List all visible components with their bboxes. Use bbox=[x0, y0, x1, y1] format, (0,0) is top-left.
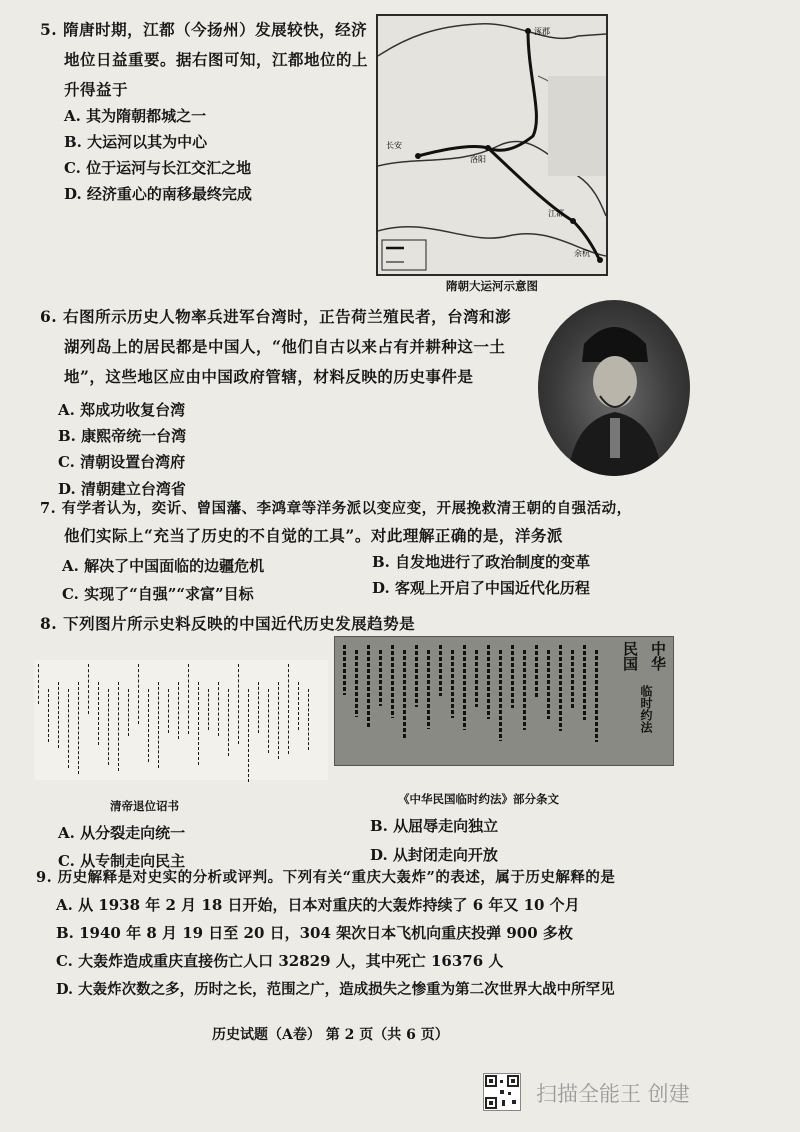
q7-option-d: D. 客观上开启了中国近代化历程 bbox=[372, 579, 590, 597]
grand-canal-map bbox=[376, 14, 608, 276]
q5-stem-line1: 5. 隋唐时期，江都（今扬州）发展较快，经济 bbox=[40, 20, 368, 39]
q8-option-d: D. 从封闭走向开放 bbox=[370, 846, 498, 864]
edict-text-column bbox=[288, 664, 291, 754]
edict-text-column bbox=[58, 682, 61, 748]
q9-option-a: A. 从 1938 年 2 月 18 日开始，日本对重庆的大轰炸持续了 6 年又 10 个月 bbox=[56, 896, 580, 914]
edict-text-column bbox=[38, 664, 41, 704]
q9-option-c: C. 大轰炸造成重庆直接伤亡人口 32829 人，其中死亡 16376 人 bbox=[56, 952, 504, 970]
constitution-caption: 《中华民国临时约法》部分条文 bbox=[398, 792, 559, 806]
constitution-text-column bbox=[571, 650, 574, 708]
constitution-text-column bbox=[403, 650, 406, 740]
q5-option-d: D. 经济重心的南移最终完成 bbox=[64, 185, 252, 203]
constitution-text-column bbox=[355, 650, 358, 717]
constitution-text-column bbox=[487, 645, 490, 719]
page-footer: 历史试题（A卷） 第 2 页（共 6 页） bbox=[212, 1027, 449, 1043]
edict-text-column bbox=[138, 664, 141, 724]
constitution-text-column bbox=[439, 645, 442, 696]
q5-option-c: C. 位于运河与长江交汇之地 bbox=[64, 159, 252, 177]
constitution-text-column bbox=[523, 650, 526, 730]
edict-text-column bbox=[168, 689, 171, 733]
constitution-text-column bbox=[595, 650, 598, 742]
edict-text-column bbox=[258, 682, 261, 733]
edict-text-column bbox=[248, 689, 251, 782]
edict-text-column bbox=[238, 664, 241, 744]
constitution-text-column bbox=[499, 650, 502, 741]
map-drawing bbox=[378, 16, 606, 274]
q9-option-b: B. 1940 年 8 月 19 日至 20 日，304 架次日本飞机向重庆投弹 900 多枚 bbox=[56, 924, 573, 942]
edict-text-column bbox=[228, 689, 231, 756]
q6-stem-line1: 6. 右图所示历史人物率兵进军台湾时，正告荷兰殖民者，台湾和澎 bbox=[40, 307, 512, 326]
map-label-yuhang: 余杭 bbox=[574, 249, 590, 258]
edict-text-column bbox=[208, 689, 211, 730]
edict-text-column bbox=[78, 682, 81, 774]
edict-text-column bbox=[118, 682, 121, 771]
constitution-text-column bbox=[463, 645, 466, 730]
q5-option-b: B. 大运河以其为中心 bbox=[64, 133, 208, 151]
q8-option-b: B. 从屈辱走向独立 bbox=[370, 817, 499, 835]
constitution-text-column bbox=[535, 645, 538, 697]
provisional-constitution-image bbox=[334, 636, 674, 766]
portrait-figure bbox=[538, 300, 690, 476]
edict-text-column bbox=[128, 689, 131, 736]
constitution-title-1: 中华 bbox=[649, 641, 667, 671]
constitution-text-column bbox=[415, 645, 418, 707]
constitution-title-2: 民国 bbox=[621, 641, 639, 671]
q5-option-a: A. 其为隋朝都城之一 bbox=[64, 107, 207, 125]
edict-text-column bbox=[48, 689, 51, 742]
constitution-text-column bbox=[583, 645, 586, 720]
constitution-text-column bbox=[511, 645, 514, 708]
q6-option-c: C. 清朝设置台湾府 bbox=[58, 453, 186, 471]
scanner-watermark: 扫描全能王 创建 bbox=[536, 1082, 690, 1106]
edict-text-column bbox=[158, 682, 161, 768]
q6-option-d: D. 清朝建立台湾省 bbox=[58, 480, 186, 498]
q8-option-a: A. 从分裂走向统一 bbox=[58, 824, 186, 842]
q7-stem-line2: 他们实际上“充当了历史的不自觉的工具”。对此理解正确的是，洋务派 bbox=[64, 526, 563, 545]
q6-option-b: B. 康熙帝统一台湾 bbox=[58, 427, 187, 445]
q7-option-a: A. 解决了中国面临的边疆危机 bbox=[62, 557, 265, 575]
edict-text-column bbox=[268, 689, 271, 753]
edict-text-column bbox=[88, 664, 91, 714]
edict-text-column bbox=[198, 682, 201, 765]
constitution-text-column bbox=[367, 645, 370, 729]
edict-text-column bbox=[218, 682, 221, 736]
map-label-zhuojun: 涿郡 bbox=[534, 27, 550, 36]
edict-text-column bbox=[188, 664, 191, 734]
constitution-text-column bbox=[559, 645, 562, 731]
q5-stem-line3: 升得益于 bbox=[64, 80, 129, 99]
map-label-changan: 长安 bbox=[386, 141, 402, 150]
constitution-text-column bbox=[451, 650, 454, 718]
edict-text-column bbox=[278, 682, 281, 759]
constitution-text-column bbox=[475, 650, 478, 707]
q6-stem-line2: 湖列岛上的居民都是中国人，“他们自古以来占有并耕种这一土 bbox=[64, 337, 506, 356]
constitution-text-column bbox=[391, 645, 394, 718]
edict-text-column bbox=[178, 682, 181, 739]
map-caption: 隋朝大运河示意图 bbox=[446, 279, 538, 293]
q7-option-b: B. 自发地进行了政治制度的变革 bbox=[372, 553, 591, 571]
constitution-text-column bbox=[427, 650, 430, 729]
abdication-edict-caption: 清帝退位诏书 bbox=[110, 799, 179, 813]
map-label-luoyang: 洛阳 bbox=[470, 155, 486, 164]
constitution-text-column bbox=[343, 645, 346, 695]
q7-stem-line1: 7. 有学者认为，奕䜣、曾国藩、李鸿章等洋务派以变应变，开展挽救清王朝的自强活动， bbox=[40, 500, 632, 517]
abdication-edict-image bbox=[34, 660, 328, 780]
portrait-zheng-chenggong bbox=[538, 300, 690, 476]
q9-stem-line1: 9. 历史解释是对史实的分析或评判。下列有关“重庆大轰炸”的表述，属于历史解释的是 bbox=[36, 869, 616, 886]
q8-option-c: C. 从专制走向民主 bbox=[58, 852, 186, 870]
q5-stem-line2: 地位日益重要。据右图可知，江都地位的上 bbox=[64, 50, 369, 69]
q9-option-d: D. 大轰炸次数之多，历时之长，范围之广，造成损失之惨重为第二次世界大战中所罕见 bbox=[56, 981, 615, 998]
constitution-title-3: 临时约法 bbox=[639, 685, 653, 733]
constitution-text-column bbox=[547, 650, 550, 719]
q7-option-c: C. 实现了“自强”“求富”目标 bbox=[62, 585, 254, 603]
edict-text-column bbox=[148, 689, 151, 762]
q6-stem-line3: 地”，这些地区应由中国政府管辖，材料反映的历史事件是 bbox=[64, 367, 474, 386]
q8-stem-line1: 8. 下列图片所示史料反映的中国近代历史发展趋势是 bbox=[40, 614, 416, 633]
edict-text-column bbox=[298, 682, 301, 730]
map-label-jiangdu: 江都 bbox=[548, 209, 564, 218]
constitution-text-column bbox=[379, 650, 382, 706]
edict-text-column bbox=[68, 689, 71, 768]
q6-option-a: A. 郑成功收复台湾 bbox=[58, 401, 186, 419]
qr-code-icon bbox=[483, 1073, 521, 1111]
edict-text-column bbox=[98, 682, 101, 745]
edict-text-column bbox=[108, 689, 111, 765]
edict-text-column bbox=[308, 689, 311, 750]
